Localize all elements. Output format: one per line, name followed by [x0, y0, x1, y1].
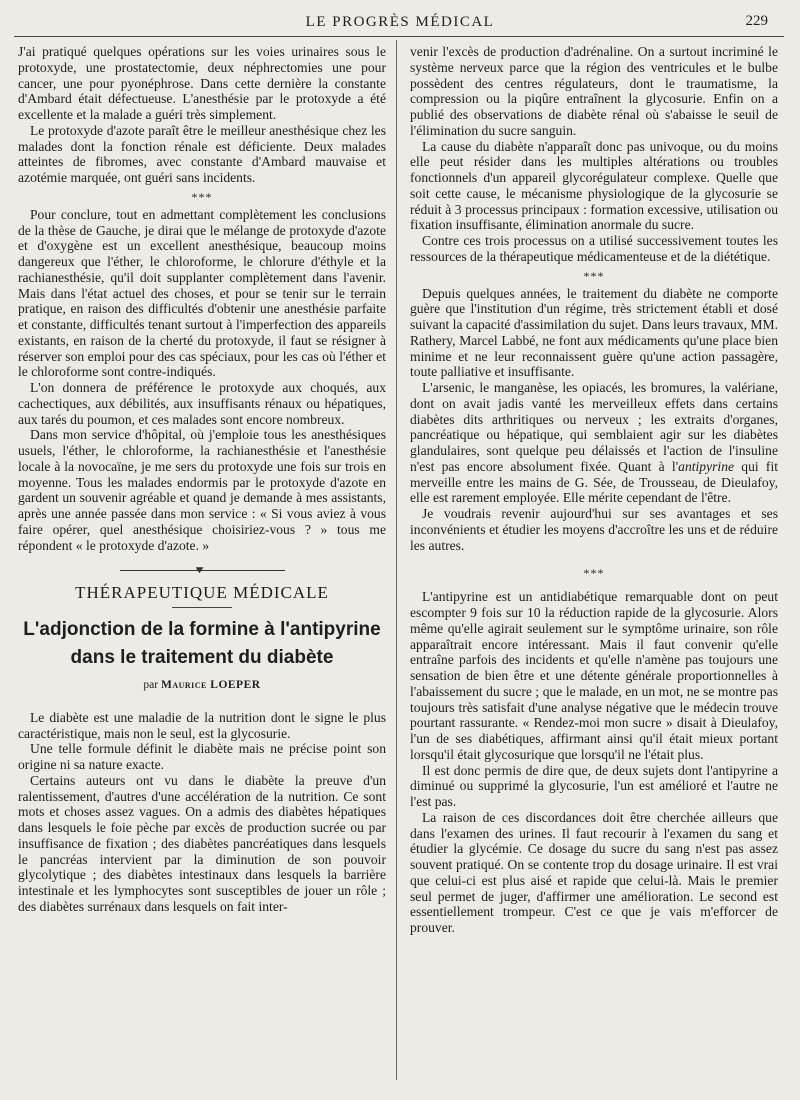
asterism: *** [191, 189, 213, 204]
italic-term: antipyrine [678, 458, 735, 474]
paragraph: La cause du diabète n'apparaît donc pas univoque, ou du moins elle peut résider dans les multiples altérations ou troubles fonctionnels d'un appareil glycorégulateur complexe. Quelle que soit cette cause, le mécanisme physiologique de la glycosurie se réduit à 3 processus principaux : formation excessive, utilisation ou fixation insuffisante, élimination anormale du sucre. [410, 138, 778, 233]
running-title: LE PROGRÈS MÉDICAL [305, 14, 495, 30]
byline-prefix: par [143, 679, 159, 691]
paragraph: L'on donnera de préférence le protoxyde aux choqués, aux cachectiques, aux débilités, aux insuffisants rénaux ou hépatiques, aux tarés du poumon, et ces malades sont encore nombreux. [18, 380, 386, 427]
column-divider [396, 40, 397, 1080]
article-title [18, 616, 386, 672]
byline [18, 678, 386, 694]
left-column [18, 44, 386, 915]
asterism: *** [583, 268, 605, 283]
text-run: qui fit merveille entre les mains de G. Sée, de Trousseau, de Dieulafoy, elle est rarement employée. Elle mérite cependant de l'être. [410, 458, 778, 506]
paragraph: Je voudrais revenir aujourd'hui sur ses avantages et ses inconvénients et étudier les moyens d'accroître les uns et de réduire les autres. [410, 506, 778, 553]
section-separator [120, 567, 285, 575]
paragraph: Une telle formule définit le diabète mais ne précise point son origine ni sa nature exacte. [18, 741, 386, 772]
article-title-line: L'adjonction de la formine à l'antipyrine [23, 619, 381, 640]
paragraph: Le diabète est une maladie de la nutrition dont le signe le plus caractéristique, mais non le seul, est la glycosurie. [18, 709, 386, 741]
article-title-line: dans le traitement du diabète [70, 647, 334, 668]
paragraph: La raison de ces discordances doit être cherchée ailleurs que dans l'examen des urines. Il faut recourir à l'examen du sang et étudier la glycémie. Ce dosage du sucre du sang n'est pas assez souvent pratiqué. On se contente trop du dosage urinaire. Il est vrai que celui-ci est plus aisé et rapide que celui-là. Mais le premier seul permet de juger, d'affirmer une amélioration. Le second est essentiellement trompeur. C'est ce que je vais m'efforcer de prouver. [410, 809, 778, 935]
right-column [410, 44, 778, 936]
paragraph: Contre ces trois processus on a utilisé successivement toutes les ressources de la thérapeutique médicamenteuse et de la diététique. [410, 233, 778, 264]
paragraph: Pour conclure, tout en admettant complètement les conclusions de la thèse de Gauche, je dirai que le mélange de protoxyde d'azote et d'oxygène est un excellent anesthésique, beaucoup moins dangereux que l'éther, le chloroforme, le chlorure d'éthyle et la rachianesthésie, qu'il doit supplanter complètement dans l'avenir. Mais dans l'état actuel des choses, et pour se tenir sur le terrain pratique, en raison des difficultés d'obtenir une anesthésie parfaite et constante, difficultés tenant surtout à l'imperfection des appareils existants, en raison de la cherté du protoxyde, il faut se résigner à réserver son emploi pour des cas spéciaux, pour les cas où l'éther et le chloroforme sont contre-indiqués. [18, 206, 386, 380]
paragraph: Dans mon service d'hôpital, où j'emploie tous les anesthésiques usuels, l'éther, le chloroforme, la rachianesthésie et l'anesthésie locale à la novocaïne, je me sers du protoxyde une fois sur trois en moyenne. Tous les malades endormis par le protoxyde d'azote en gardent un souvenir agréable et quand je demande à mes assistants, après une année passée dans mon service : « Si vous aviez à vous faire opérer, quel anesthésique choisiriez-vous ? » tous me répondent « le protoxyde d'azote. » [18, 427, 386, 553]
paragraph: venir l'excès de production d'adrénaline. On a surtout incriminé le système nerveux parce que la région des ventricules et le bulbe possèdent des centres régulateurs, dont le traumatisme, la compression ou la piqûre entraînent la glycosurie. Enfin on a publié des observations de diabète rénal où s'abaisse le seuil de l'élimination du sucre sanguin. [410, 44, 778, 138]
paragraph: Le protoxyde d'azote paraît être le meilleur anesthésique chez les malades dont la fonction rénale est déficiente. Deux malades atteintes de fibromes, avec constante d'Ambard mauvaise et azotémie marquée, ont guéri sans incidents. [18, 122, 386, 185]
page-header [0, 10, 800, 36]
heading-underline [172, 607, 232, 608]
paragraph: J'ai pratiqué quelques opérations sur les voies urinaires sous le protoxyde, une prostatectomie, deux néphrectomies une pour cancer, une pour pyonéphrose. Dans cette dernière la constante d'Ambard était défectueuse. L'anesthésie par le protoxyde a été excellente et la malade a guéri très simplement. [18, 44, 386, 122]
text-run: L'arsenic, le manganèse, les opiacés, les bromures, la valériane, dont on avait jadis vanté les merveilleux effets dans certains diabètes dits arthritiques ou nerveux ; les extraits d'organes, pancréatique ou hépatique, qui semblaient agir sur les diabètes glandulaires, sont quelque peu délaissés et l'action de l'insuline n'est pas encore absolument fixée. Quant à l' [410, 380, 778, 474]
section-heading: THÉRAPEUTIQUE MÉDICALE [75, 583, 329, 603]
paragraph: Certains auteurs ont vu dans le diabète la preuve d'un ralentissement, d'autres d'une accélération de la nutrition. Ce sont mots et choses assez vagues. On a admis des diabètes hépatiques dans lesquels le foie pèche par excès de production sucrée ou par insuffisance de fixation ; des diabètes pancréatiques dans lesquels le pancréas intervient par la diminution de son pouvoir glycolytique ; des diabètes intestinaux dans lesquels la barrière intestinale et les lymphocytes sont susceptibles de jouer un rôle ; des diabètes surrénaux dans lesquels on fait inter- [18, 772, 386, 914]
paragraph: Depuis quelques années, le traitement du diabète ne comporte guère que l'institution d'un régime, très strictement établi et dosé suivant la capacité d'assimilation du sujet. Dans leurs travaux, MM. Rathery, Marcel Labbé, ne font aux médicaments qu'une place bien minime et ne leur reconnaissent guère qu'une action passagère, toute palliative et insuffisante. [410, 285, 778, 380]
page-number: 229 [745, 13, 768, 29]
paragraph: L'antipyrine est un antidiabétique remarquable dont on peut escompter 9 fois sur 10 la réduction rapide de la glycosurie. Alors même qu'elle agirait seulement sur le symptôme urinaire, son rôle apparaîtrait encore intéressant. Mais il faut convenir qu'elle entraîne parfois des incidents et qu'elle n'amène pas toujours une sensation de bien être et une détente générale proportionnelles à l'abaissement du sucre ; que le malade, en un mot, ne se montre pas toujours très satisfait d'une analyse négative que le médecin trouve pourtant rassurante. « Rendez-moi mon sucre » disait à Dieulafoy, l'un de ses diabétiques, affirmant ainsi qu'il était mieux portant lorsqu'il était glycosurique que lorsqu'il ne l'était plus. [410, 589, 778, 762]
paragraph [410, 380, 778, 506]
byline-author: Maurice LOEPER [160, 679, 261, 691]
header-rule [14, 36, 784, 37]
paragraph: Il est donc permis de dire que, de deux sujets dont l'antipyrine a diminué ou supprimé la glycosurie, l'un est amélioré et l'autre ne l'est pas. [410, 762, 778, 809]
asterism: *** [583, 566, 605, 581]
